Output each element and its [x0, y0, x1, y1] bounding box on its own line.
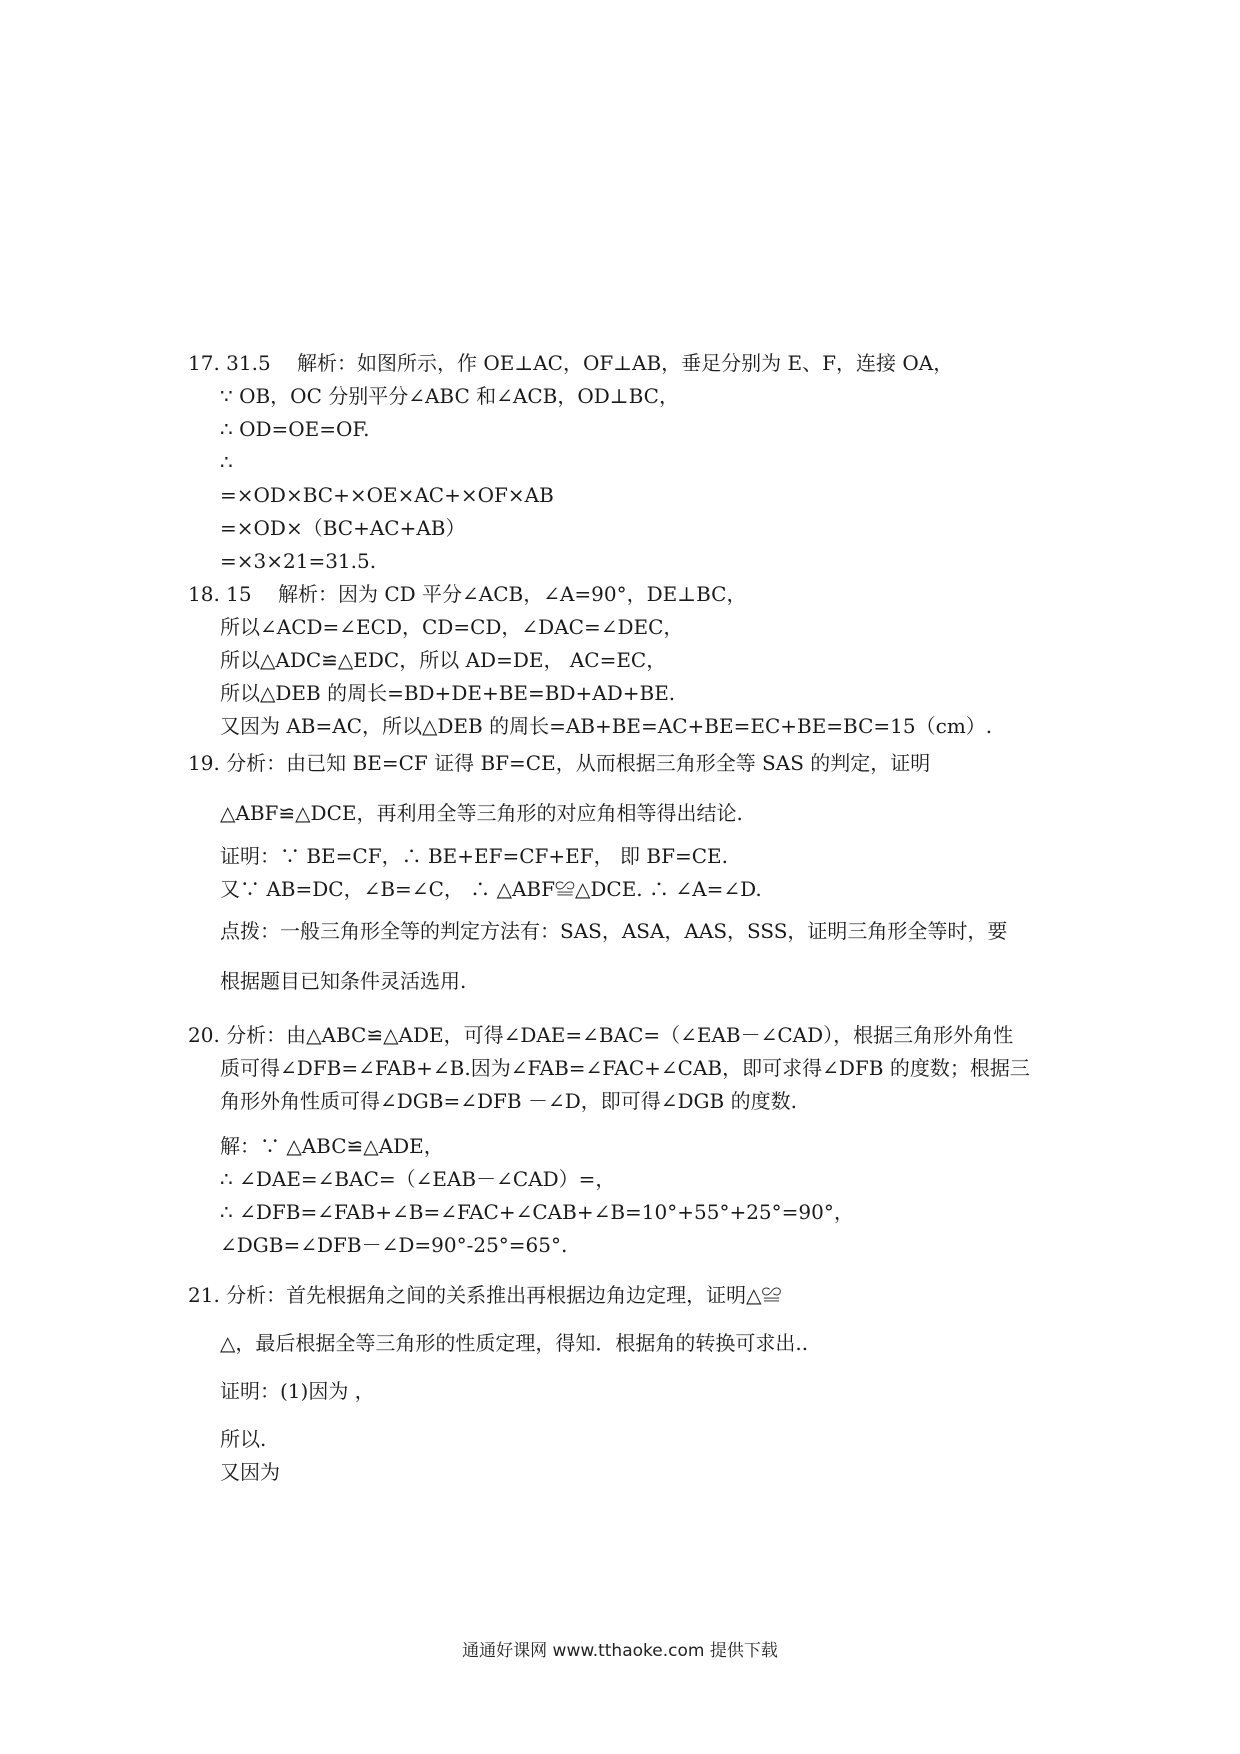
q17-line-6: =×OD×（BC+AC+AB） — [220, 516, 466, 540]
q17-line-5: =×OD×BC+×OE×AC+×OF×AB — [220, 483, 554, 507]
q21-line-1: 21. 分析：首先根据角之间的关系推出再根据边角边定理，证明△≌ — [188, 1283, 782, 1307]
q20-line-3: 角形外角性质可得∠DGB=∠DFB －∠D，即可得∠DGB 的度数. — [220, 1089, 797, 1113]
q18-line-4: 所以△DEB 的周长=BD+DE+BE=BD+AD+BE. — [220, 681, 676, 705]
q20-line-2: 质可得∠DFB=∠FAB+∠B.因为∠FAB=∠FAC+∠CAB，即可求得∠DFB 的度数；根据三 — [220, 1056, 1030, 1080]
q18-line-5: 又因为 AB=AC，所以△DEB 的周长=AB+BE=AC+BE=EC+BE=BC=15（cm）. — [220, 714, 993, 738]
q20-line-1: 20. 分析：由△ABC≌△ADE，可得∠DAE=∠BAC=（∠EAB－∠CAD），根据三角形外角性 — [188, 1023, 1014, 1047]
q19-line-1: 19. 分析：由已知 BE=CF 证得 BF=CE，从而根据三角形全等 SAS 的判定，证明 — [188, 751, 931, 775]
q19-line-2: △ABF≌△DCE，再利用全等三角形的对应角相等得出结论. — [220, 801, 743, 825]
q21-line-2: △，最后根据全等三角形的性质定理，得知．根据角的转换可求出.. — [220, 1331, 809, 1355]
q21-line-4: 所以. — [220, 1427, 267, 1451]
q17-line-2: ∵ OB，OC 分别平分∠ABC 和∠ACB，OD⊥BC， — [220, 384, 679, 408]
q21-line-3: 证明：(1)因为 ， — [220, 1379, 375, 1403]
q19-line-5: 点拨：一般三角形全等的判定方法有：SAS，ASA，AAS，SSS，证明三角形全等时，要 — [220, 919, 1008, 943]
q20-line-5: ∴ ∠DAE=∠BAC=（∠EAB－∠CAD）=， — [220, 1167, 616, 1191]
q19-line-6: 根据题目已知条件灵活选用. — [220, 969, 467, 993]
q19-line-4: 又∵ AB=DC，∠B=∠C， ∴ △ABF≌△DCE. ∴ ∠A=∠D. — [220, 877, 762, 901]
q20-line-4: 解：∵ △ABC≌△ADE， — [220, 1134, 444, 1158]
q18-line-2: 所以∠ACD=∠ECD，CD=CD，∠DAC=∠DEC， — [220, 615, 684, 639]
q17-line-7: =×3×21=31.5. — [220, 549, 377, 573]
q17-line-4: ∴ — [220, 450, 233, 474]
q17-line-1: 17. 31.5 解析：如图所示，作 OE⊥AC，OF⊥AB，垂足分别为 E、F，连接 OA， — [188, 351, 954, 375]
page-footer: 通通好课网 www.tthaoke.com 提供下载 — [462, 1641, 778, 1661]
q18-line-3: 所以△ADC≌△EDC，所以 AD=DE， AC=EC， — [220, 648, 667, 672]
q18-line-1: 18. 15 解析：因为 CD 平分∠ACB，∠A=90°，DE⊥BC， — [188, 582, 747, 606]
q20-line-7: ∠DGB=∠DFB－∠D=90°-25°=65°. — [220, 1233, 568, 1257]
q17-line-3: ∴ OD=OE=OF. — [220, 417, 370, 441]
q19-line-3: 证明：∵ BE=CF，∴ BE+EF=CF+EF， 即 BF=CE. — [220, 844, 728, 868]
q20-line-6: ∴ ∠DFB=∠FAB+∠B=∠FAC+∠CAB+∠B=10°+55°+25°=90°， — [220, 1200, 854, 1224]
q21-line-5: 又因为 — [220, 1460, 280, 1484]
